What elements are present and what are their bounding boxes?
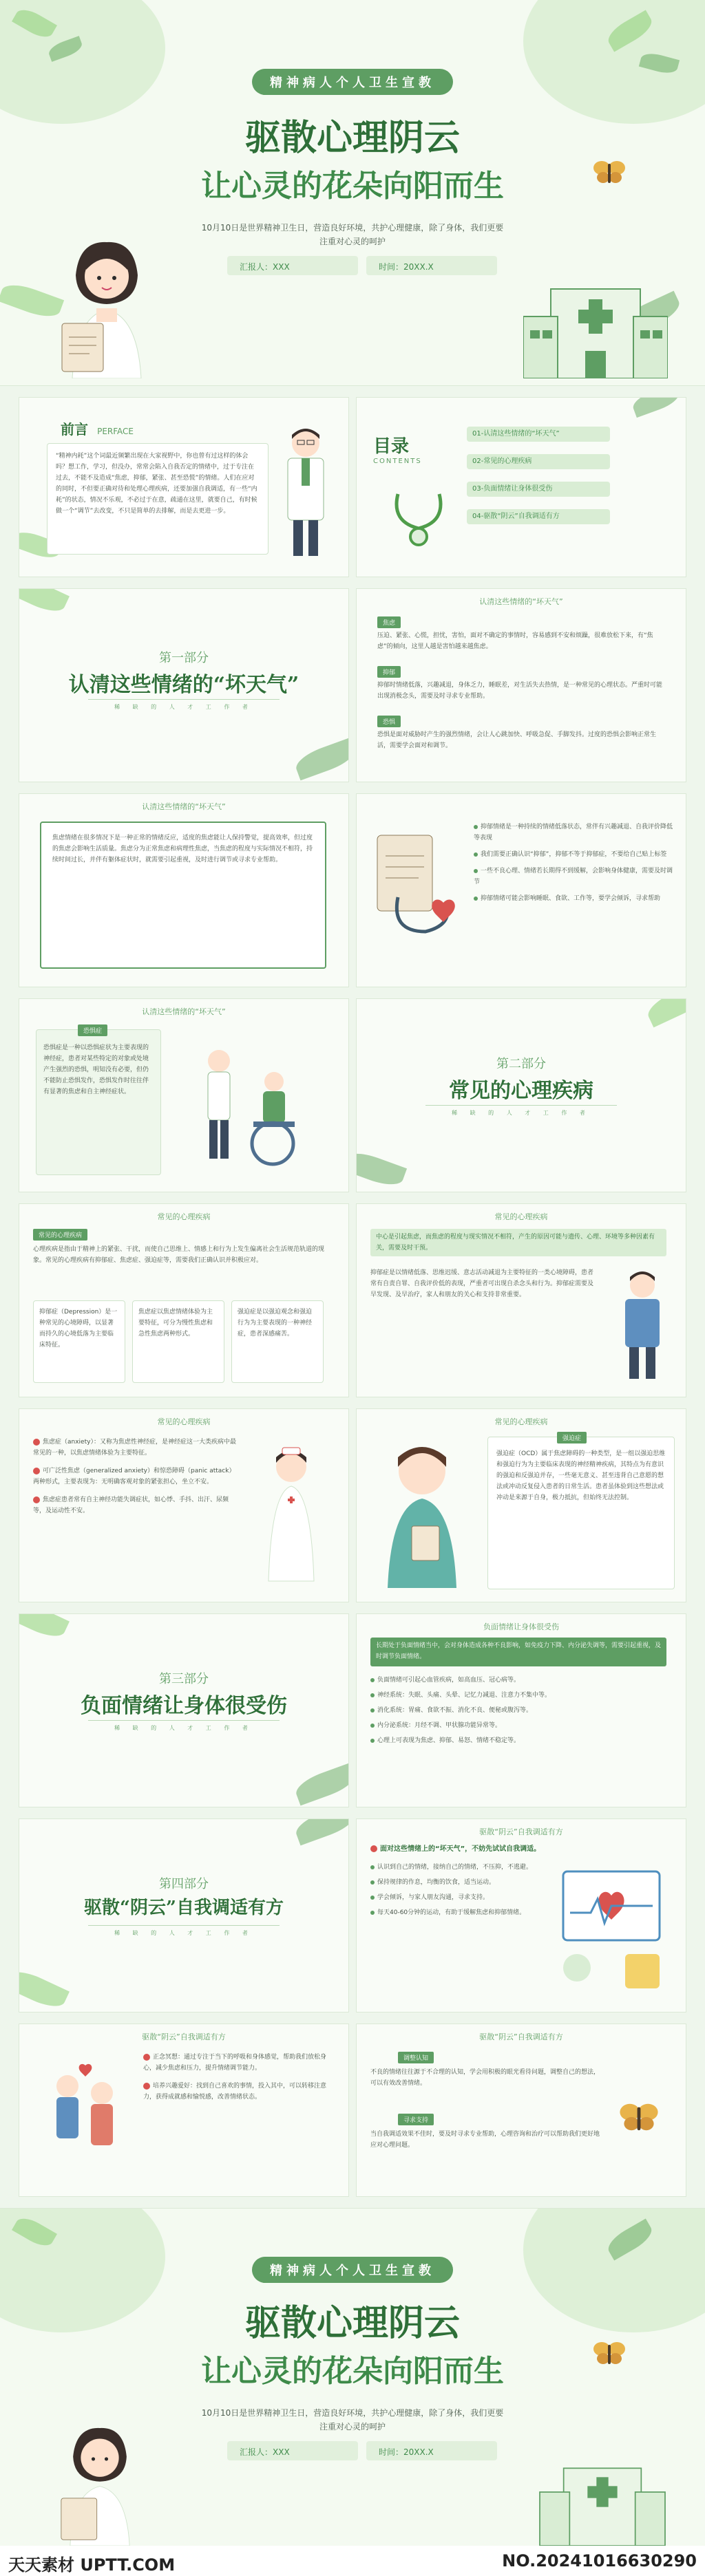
- part2-slide: [357, 999, 686, 1192]
- hospital-illustration-closing: [537, 2456, 668, 2546]
- doctor-illustration-2: [611, 1266, 673, 1383]
- s2b-text: 抑郁症是以情绪低落、思维迟缓、意志活动减退为主要特征的一类心境障碍，患者常有自责自罪、自我评价低的表现，严重者可出现自杀念头和行为。抑郁症需要及早发现、及早治疗，家人和朋友的关心和支持非常重要。: [370, 1269, 594, 1298]
- s4b-slide: [19, 2024, 348, 2196]
- s3a-item-3: 消化系统：胃痛、食欲不振、消化不良、便秘或腹泻等。: [370, 1705, 666, 1716]
- medical-board-illustration: [549, 1865, 673, 1995]
- s3a-slide: [357, 1614, 686, 1807]
- s2a-tag: 常见的心理疾病: [33, 1229, 87, 1241]
- footer-bar: [0, 2546, 705, 2576]
- s1d-header: 认清这些情绪的“坏天气”: [142, 1007, 226, 1016]
- stethoscope-heart-illustration: [370, 828, 467, 945]
- part1-slide: [19, 589, 348, 782]
- butterfly-icon-2: [618, 2100, 660, 2134]
- part2-sub: 稀 缺 的 人 才 工 作 者: [452, 1110, 591, 1116]
- s1c-item-1: 抑郁情绪是一种持续的情绪低落状态，常伴有兴趣减退、自我评价降低等表现: [474, 824, 673, 841]
- butterfly-icon-3: [592, 2339, 627, 2367]
- part4-label: 第四部分: [159, 1877, 209, 1891]
- part1-title: 认清这些情绪的“坏天气”: [68, 673, 299, 697]
- toc-item-4[interactable]: 04-驱散“阴云”自我调适有方: [467, 509, 610, 524]
- s2d-header: 常见的心理疾病: [494, 1417, 548, 1426]
- cover-title-1: 驱散心理阴云: [244, 117, 460, 159]
- footer-right: NO.20241016630290: [502, 2551, 697, 2570]
- s2c-item-1: 焦虑症（anxiety）：又称为焦虑性神经症，是神经症这一大类疾病中最常见的一种，以焦虑情绪体验为主要特征。: [33, 1439, 236, 1457]
- s1a-text-3: 恐惧是面对威胁时产生的强烈情绪，会让人心跳加快、呼吸急促、手脚发抖。过度的恐惧会影响正常生活，需要学会面对和调节。: [377, 731, 657, 749]
- s1a-text-1: 压迫、紧张、心慌，担忧，害怕，面对不确定的事情时，容易感到不安和烦躁，很难放松下来，有“焦虑”的倾向，这里人越是害怕越来越焦虑。: [377, 632, 653, 650]
- s1a-tag-1: 焦虑: [377, 616, 401, 628]
- preface-slide: [19, 398, 348, 577]
- s4c-tag-1: 调整认知: [398, 2052, 434, 2063]
- part4-title: 驱散“阴云”自我调适有方: [84, 1898, 284, 1918]
- preface-title: 前言: [61, 421, 88, 438]
- s3a-item-4: 内分泌系统：月经不调、甲状腺功能异常等。: [370, 1720, 666, 1731]
- closing-title-2: 让心灵的花朵向阳而生: [201, 2354, 504, 2389]
- s2b-highlight: 中心是引起焦虑，而焦虑的程度与现实情况不相符，产生的原因可能与遗传、心理、环境等多种因素有关，需要及时干预。: [376, 1234, 655, 1252]
- s3a-item-2: 神经系统：失眠、头痛、头晕、记忆力减退、注意力不集中等。: [370, 1690, 666, 1701]
- closing-pill: 精神病人个人卫生宣教: [252, 2257, 453, 2283]
- part3-slide: [19, 1614, 348, 1807]
- preface-title-en: PERFACE: [97, 427, 134, 436]
- s3a-item-5: 心理上可表现为焦虑、抑郁、易怒、情绪不稳定等。: [370, 1735, 666, 1746]
- s4b-header: 驱散“阴云”自我调适有方: [142, 2032, 226, 2041]
- s1b-header: 认清这些情绪的“坏天气”: [142, 802, 226, 811]
- footer-left: 天天素材 UPTT.COM: [8, 2555, 176, 2575]
- toc-item-3[interactable]: 03-负面情绪让身体很受伤: [467, 482, 610, 497]
- butterfly-icon: [592, 158, 627, 186]
- cover-pill: 精神病人个人卫生宣教: [252, 69, 453, 95]
- closing-desc-2: 注重对心灵的呵护: [319, 2422, 386, 2432]
- s1a-tag-2: 抑郁: [377, 666, 401, 678]
- s3a-highlight: 长期处于负面情绪当中，会对身体造成各种不良影响，如免疫力下降、内分泌失调等，需要引起重视，及时调节负面情绪。: [376, 1642, 662, 1660]
- s1a-text-2: 抑郁时情绪低落，兴趣减退，身体乏力，睡眠差，对生活失去热情，是一种常见的心理状态。严重时可能出现消极念头，需要及时寻求专业帮助。: [377, 682, 663, 700]
- s1c-item-4: 抑郁情绪可能会影响睡眠、食欲、工作等，要学会倾诉，寻求帮助: [474, 893, 673, 904]
- toc-item-1[interactable]: 01-认清这些情绪的“坏天气”: [467, 427, 610, 442]
- s4a-item-3: 学会倾诉，与家人朋友沟通，寻求支持。: [370, 1892, 536, 1903]
- s1d-text: 恐惧症是一种以恐惧症状为主要表现的神经症，患者对某些特定的对象或处境产生强烈的恐惧，明知没有必要，但仍不能防止恐惧发作，恐惧发作时往往伴有显著的焦虑和自主神经症状。: [43, 1044, 149, 1095]
- s2d-text: 强迫症（OCD）属于焦虑障碍的一种类型，是一组以强迫思维和强迫行为为主要临床表现的神经精神疾病，其特点为有意识的强迫和反强迫并存，一些毫无意义、甚至违背自己意愿的想法或冲动反复侵入患者的日常生活。患者虽体验到这些想法或冲动是来源于自身，极力抵抗，但始终无法控制。: [496, 1450, 666, 1501]
- part2-title: 常见的心理疾病: [449, 1079, 593, 1103]
- part1-sub: 稀 缺 的 人 才 工 作 者: [114, 704, 253, 710]
- s1c-item-2: 我们需要正确认识“抑郁”，抑郁不等于抑郁症，不要给自己贴上标签: [474, 849, 673, 860]
- s2b-header: 常见的心理疾病: [494, 1212, 548, 1221]
- toc-slide: [357, 398, 686, 577]
- cover-desc-1: 10月10日是世界精神卫生日，营造良好环境，共护心理健康，除了身体，我们更要: [201, 223, 504, 233]
- s1a-header: 认清这些情绪的“坏天气”: [479, 597, 563, 606]
- s2a-card-2: 焦虑症以焦虑情绪体验为主要特征，可分为慢性焦虑和急性焦虑两种形式。: [138, 1309, 213, 1338]
- s4a-header: 驱散“阴云”自我调适有方: [479, 1827, 563, 1836]
- cover-title-2: 让心灵的花朵向阳而生: [201, 169, 504, 204]
- s2a-card-1: 抑郁症（Depression）是一种常见的心境障碍，以显著而持久的心境低落为主要临床特征。: [39, 1309, 118, 1349]
- toc-title-en: CONTENTS: [373, 458, 422, 465]
- s2b-slide: [357, 1204, 686, 1397]
- part4-slide: [19, 1819, 348, 2012]
- nurse-illustration-closing: [48, 2415, 151, 2546]
- part1-label: 第一部分: [159, 651, 209, 665]
- s2d-slide: [357, 1409, 686, 1602]
- part4-sub: 稀 缺 的 人 才 工 作 者: [114, 1930, 253, 1936]
- cover-reporter: 汇报人：XXX: [240, 262, 290, 272]
- s4c-text-1: 不良的情绪往往源于不合理的认知，学会用积极的眼光看待问题，调整自己的想法，可以有效改善情绪。: [370, 2069, 600, 2087]
- cover-desc-2: 注重对心灵的呵护: [319, 237, 386, 246]
- s2a-header: 常见的心理疾病: [157, 1212, 211, 1221]
- closing-title-1: 驱散心理阴云: [244, 2302, 460, 2344]
- closing-time: 时间：20XX.X: [379, 2447, 434, 2457]
- s4c-slide: [357, 2024, 686, 2196]
- s1d-tag: 恐惧症: [78, 1024, 107, 1036]
- wheelchair-illustration: [185, 1040, 322, 1171]
- part3-title: 负面情绪让身体很受伤: [81, 1694, 287, 1718]
- nurse-illustration-3: [370, 1437, 474, 1588]
- toc-item-2[interactable]: 02-常见的心理疾病: [467, 454, 610, 469]
- part2-label: 第二部分: [496, 1057, 546, 1071]
- hospital-illustration: [523, 275, 668, 378]
- s2a-slide: [19, 1204, 348, 1397]
- s2d-tag: 强迫症: [557, 1432, 587, 1443]
- s4a-item-2: 保持规律的作息，均衡的饮食，适当运动。: [370, 1877, 536, 1888]
- closing-slide: [0, 2209, 705, 2546]
- stethoscope-icon: [384, 487, 453, 549]
- nurse-illustration: [48, 227, 165, 378]
- cover-time: 时间：20XX.X: [379, 262, 434, 272]
- s4a-title: 面对这些情绪上的“坏天气”，不妨先试试自我调适。: [370, 1843, 666, 1853]
- s2c-header: 常见的心理疾病: [157, 1417, 211, 1426]
- preface-text: “精神内耗”这个词最近频繁出现在大家视野中，你也曾有过这样的体会吗？想工作，学习，但没办，常常会陷入自我否定的情绪中，过于专注在过去，不能不及造成“焦虑，抑郁，紧张、甚至恐慌”的情绪。人们在应对的同时，不但要正确对待和处理心理疾病，还要加强自我调适，有一些“内耗”的状态，情况不乐观，不必过于在意，疏通在这里，就要自己，有时候做一个“调节”去改变，不只是简单的去排解，而是去更进一步。: [56, 453, 257, 515]
- part3-sub: 稀 缺 的 人 才 工 作 者: [114, 1725, 253, 1731]
- s2a-text: 心理疾病是指由于精神上的紧张、干扰，而使自己思维上、情感上和行为上发生偏离社会生活规范轨道的现象。常见的心理疾病有抑郁症、焦虑症、强迫症等，需要我们正确认识并积极应对。: [33, 1246, 325, 1264]
- s2c-slide: [19, 1409, 348, 1602]
- s4b-item-2: 培养兴趣爱好：找到自己喜欢的事情，投入其中，可以转移注意力，获得成就感和愉悦感，改善情绪状态。: [143, 2083, 327, 2101]
- s1a-slide: [357, 589, 686, 782]
- s1b-slide: [19, 794, 348, 987]
- s1c-slide: [357, 794, 686, 987]
- s4c-tag-2: 寻求支持: [398, 2114, 434, 2125]
- s3a-item-1: 负面情绪可引起心血管疾病，如高血压、冠心病等。: [370, 1675, 666, 1686]
- cover-slide: [0, 0, 705, 385]
- part3-label: 第三部分: [159, 1672, 209, 1686]
- s4c-text-2: 当自我调适效果不佳时，要及时寻求专业帮助，心理咨询和治疗可以帮助我们更好地应对心理问题。: [370, 2131, 600, 2149]
- s4c-header: 驱散“阴云”自我调适有方: [479, 2032, 563, 2041]
- s1c-item-3: 一些不良心理、情绪若长期得不到缓解，会影响身体健康，需要及时调节: [474, 868, 673, 886]
- nurse-illustration-2: [253, 1443, 329, 1588]
- s4a-slide: [357, 1819, 686, 2012]
- toc-title: 目录: [373, 436, 410, 457]
- s1b-text: 焦虑情绪在很多情况下是一种正常的情绪反应，适度的焦虑能让人保持警觉，提高效率，但过度的焦虑会影响生活质量。焦虑分为正常焦虑和病理性焦虑，当焦虑的程度与实际情况不相符，持续时间过长，并伴有躯体症状时，就需要引起重视，及时进行调节或寻求专业帮助。: [52, 835, 313, 863]
- closing-reporter: 汇报人：XXX: [240, 2447, 290, 2457]
- s4a-item-1: 认识到自己的情绪，接纳自己的情绪，不压抑，不逃避。: [370, 1862, 536, 1873]
- s2c-item-3: 焦虑症患者常有自主神经功能失调症状，如心悸、手抖、出汗、尿频等，及运动性不安。: [33, 1496, 229, 1514]
- s2a-card-3: 强迫症是以强迫观念和强迫行为为主要表现的一种神经症，患者深感痛苦。: [238, 1309, 313, 1338]
- s4a-item-4: 每天40-60分钟的运动，有助于缓解焦虑和抑郁情绪。: [370, 1907, 536, 1918]
- s3a-header: 负面情绪让身体很受伤: [483, 1622, 559, 1631]
- s4b-item-1: 正念冥想：通过专注于当下的呼吸和身体感觉，帮助我们放松身心，减少焦虑和压力，提升情绪调节能力。: [143, 2054, 327, 2072]
- s1a-tag-3: 恐惧: [377, 716, 401, 727]
- closing-desc-1: 10月10日是世界精神卫生日，营造良好环境，共护心理健康，除了身体，我们更要: [201, 2408, 504, 2418]
- people-illustration: [33, 2059, 136, 2182]
- doctor-illustration: [278, 422, 333, 560]
- s1d-slide: [19, 999, 348, 1192]
- s2c-item-2: 可广泛性焦虑（generalized anxiety）和惊恐障碍（panic attack）两种形式，主要表现为：无明确客观对象的紧张担心，坐立不安。: [33, 1468, 235, 1485]
